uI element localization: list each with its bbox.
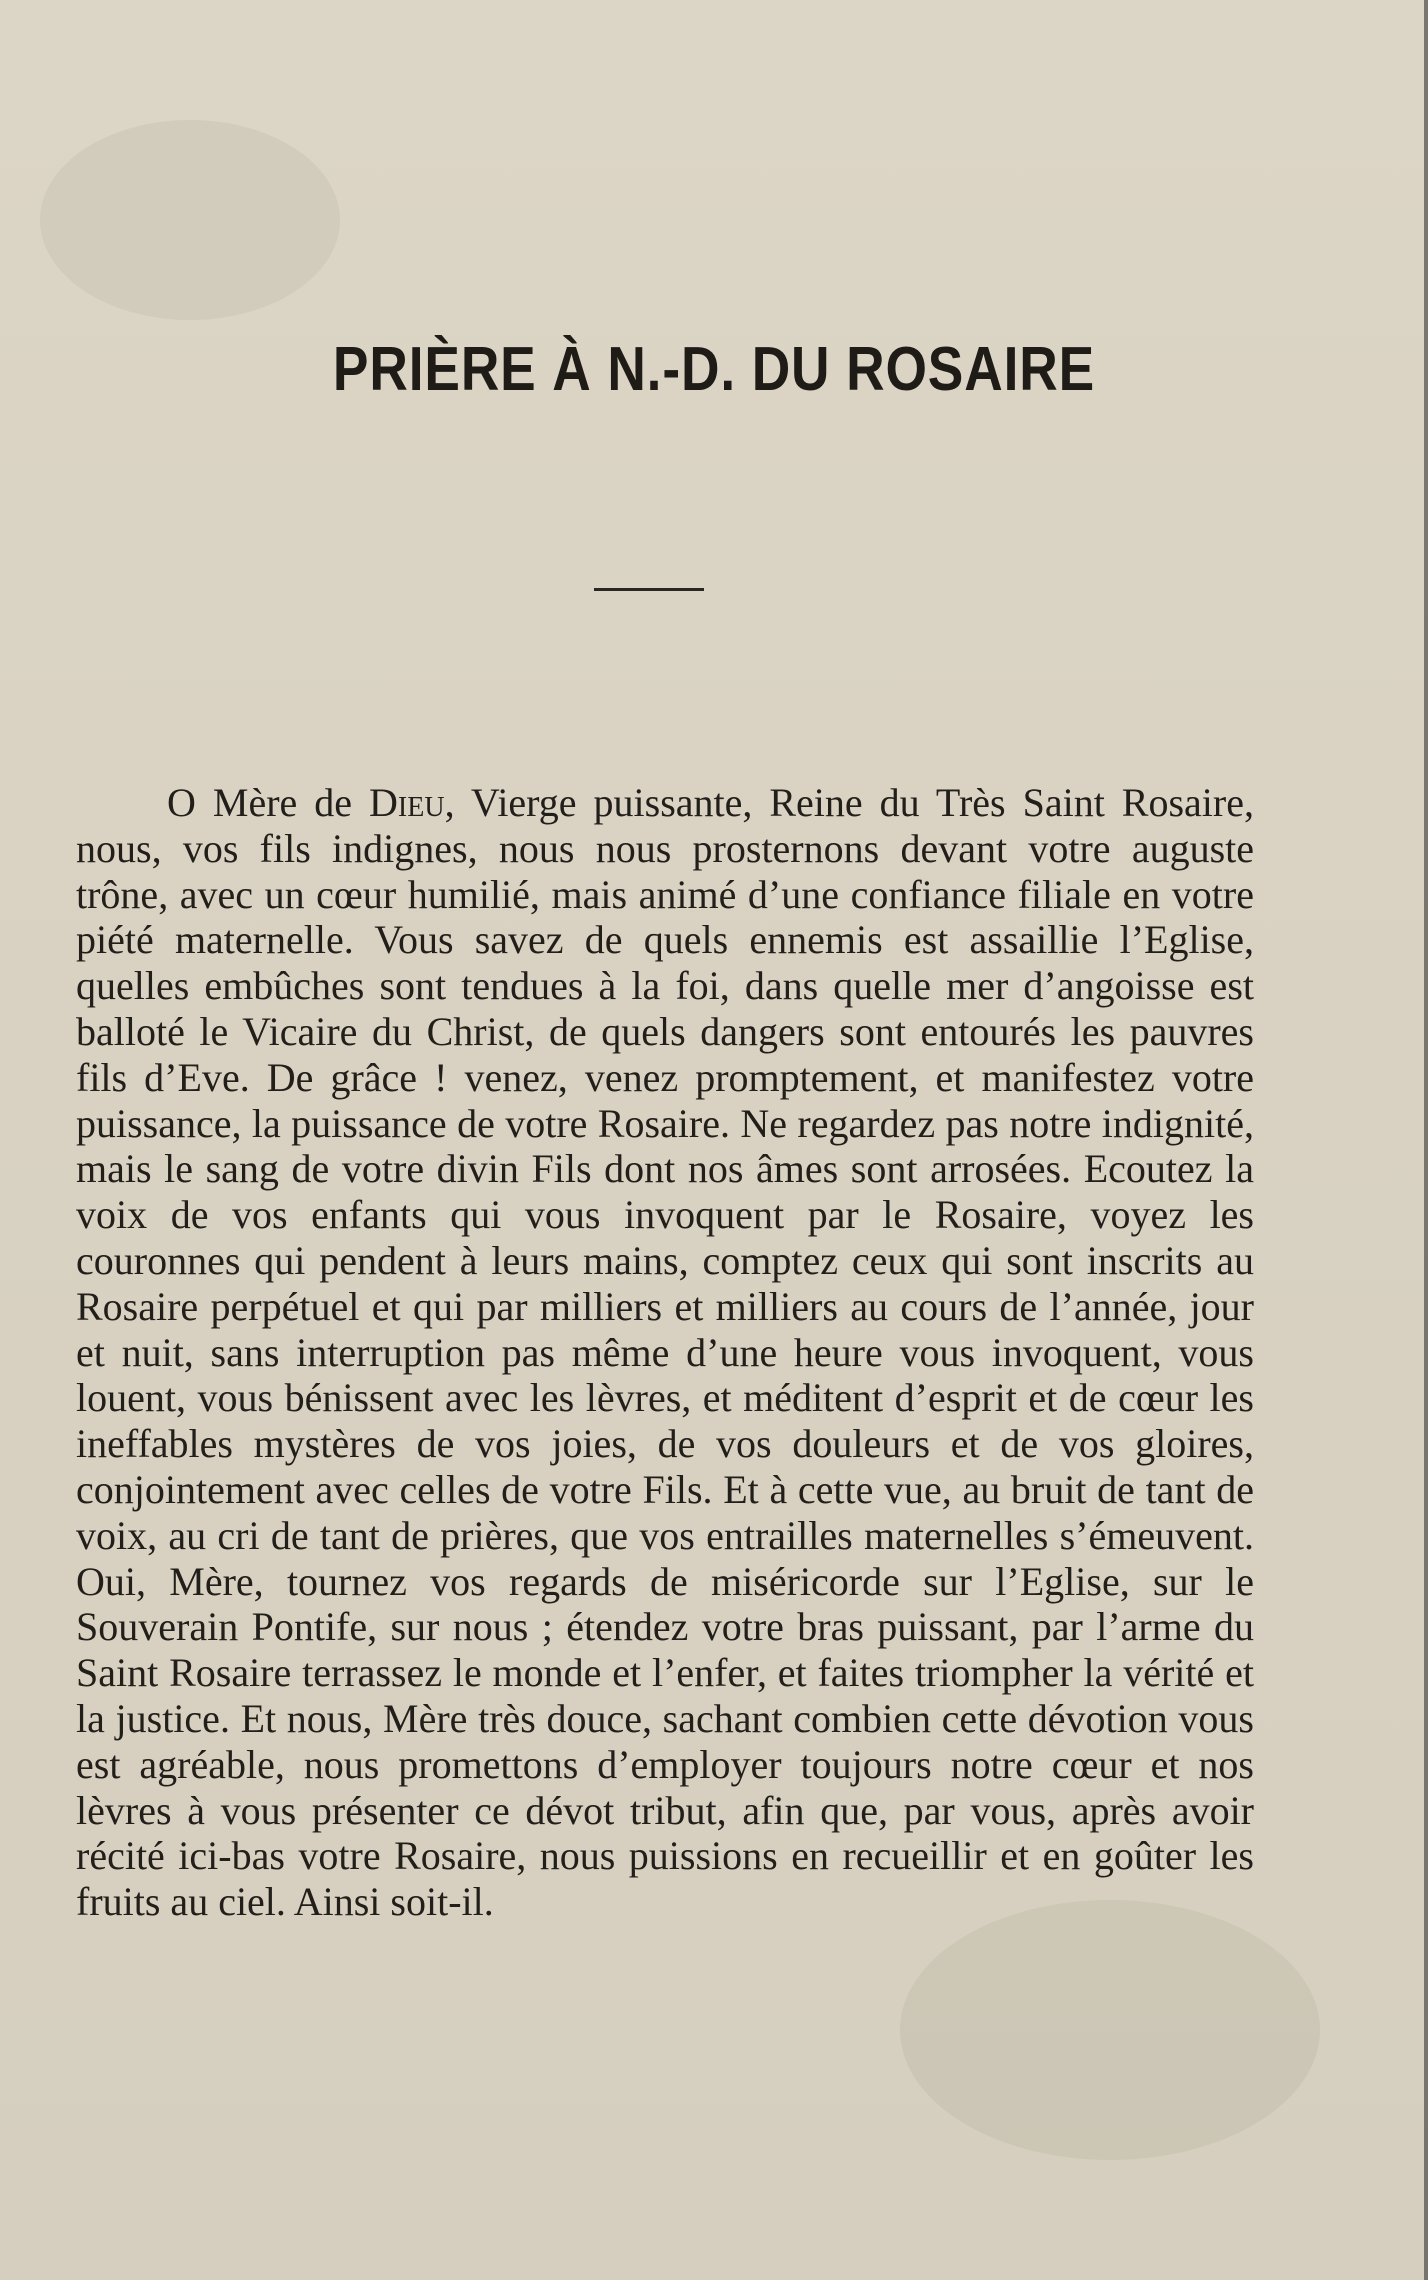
- prayer-body: , Vierge puissante, Reine du Très Saint Rosaire, nous, vos fils indignes, nous nous prosternons devant votre auguste trône, avec un cœur humilié, mais animé d’une confiance filiale en votre piété maternelle. Vous savez de quels ennemis est assaillie l’Eglise, quelles embûches sont tendues à la foi, dans quelle mer d’angoisse est balloté le Vicaire du Christ, de quels dangers sont entourés les pauvres fils d’Eve. De grâce ! venez, venez promptement, et manifestez votre puissance, la puissance de votre Rosaire. Ne regardez pas notre indignité, mais le sang de votre divin Fils dont nos âmes sont arrosées. Ecoutez la voix de vos enfants qui vous invoquent par le Rosaire, voyez les couronnes qui pendent à leurs mains, comptez ceux qui sont inscrits au Rosaire perpétuel et qui par milliers et milliers au cours de l’année, jour et nuit, sans interruption pas même d’une heure vous invoquent, vous louent, vous bénissent avec les lèvres, et méditent d’esprit et de cœur les ineffables mystères de vos joies, de vos douleurs et de vos gloires, conjointement avec celles de votre Fils. Et à cette vue, au bruit de tant de voix, au cri de tant de prières, que vos entrailles maternelles s’émeuvent. Oui, Mère, tournez vos regards de miséricorde sur l’Eglise, sur le Souverain Pontife, sur nous ; étendez votre bras puissant, par l’arme du Saint Rosaire terrassez le monde et l’enfer, et faites triompher la vérité et la justice. Et nous, Mère très douce, sachant combien cette dévotion vous est agréable, nous promettons d’employer toujours notre cœur et nos lèvres à vous présenter ce dévot tribut, afin que, par vous, après avoir récité ici-bas votre Rosaire, nous puissions en recueillir et en goûter les fruits au ciel. Ainsi soit-il.: [76, 780, 1254, 1925]
- paper-stain: [40, 120, 340, 320]
- paper-stain: [900, 1900, 1320, 2160]
- page-title: PRIÈRE À N.-D. DU ROSAIRE: [332, 335, 1096, 404]
- title-divider: [594, 588, 704, 591]
- divine-name: Dieu: [369, 780, 445, 825]
- prayer-paragraph: [76, 780, 1254, 1925]
- prayer-opening: O Mère de: [167, 780, 370, 825]
- page-edge: [1424, 0, 1428, 2280]
